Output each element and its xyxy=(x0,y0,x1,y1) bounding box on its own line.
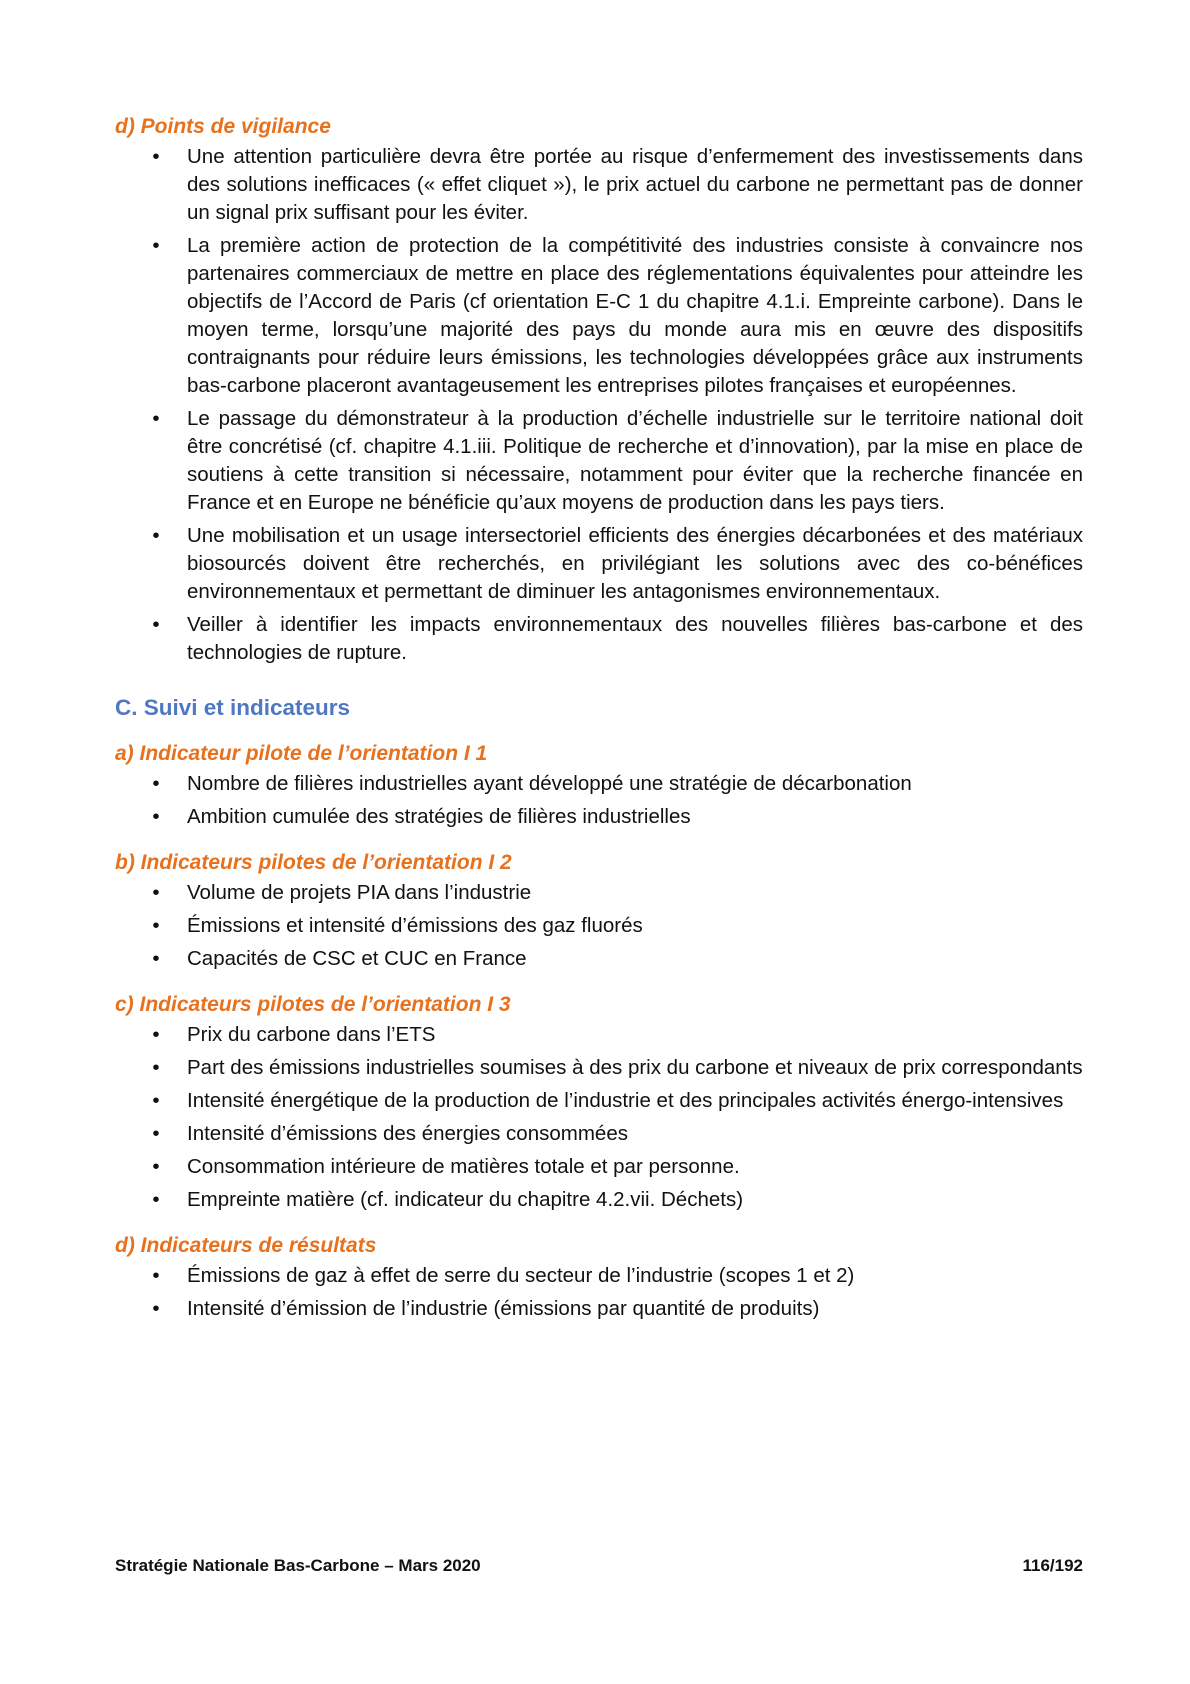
list-item-text: Une mobilisation et un usage intersectoriel efficients des énergies décarbonées et des matériaux biosourcés doivent être recherchés, en privilégiant les solutions avec des co-bénéfices environnementaux et permettant de diminuer les antagonismes environnementaux. xyxy=(187,524,1083,603)
list-item xyxy=(115,879,1083,907)
list-item-text: Intensité d’émission de l’industrie (émissions par quantité de produits) xyxy=(187,1297,820,1320)
document-page xyxy=(115,113,1083,1328)
bullet-icon: • xyxy=(152,1297,160,1320)
bullet-list xyxy=(115,143,1083,667)
list-item-text: Le passage du démonstrateur à la production d’échelle industrielle sur le territoire national doit être concrétisé (cf. chapitre 4.1.iii. Politique de recherche et d’innovation), par la mise en place de soutiens à cette transition si nécessaire, notamment pour éviter que la recherche financée en France et en Europe ne bénéficie qu’aux moyens de production dans les pays tiers. xyxy=(187,407,1083,514)
bullet-icon: • xyxy=(152,145,160,168)
bullet-icon: • xyxy=(152,1264,160,1287)
list-item xyxy=(115,1262,1083,1290)
subsection-heading: d) Points de vigilance xyxy=(115,115,331,138)
bullet-list xyxy=(115,770,1083,831)
list-item xyxy=(115,1021,1083,1049)
list-item-text: Intensité énergétique de la production de l’industrie et des principales activités énergo-intensives xyxy=(187,1089,1064,1112)
list-item-text: Capacités de CSC et CUC en France xyxy=(187,947,527,970)
list-item xyxy=(115,1186,1083,1214)
bullet-icon: • xyxy=(152,613,160,636)
bullet-icon: • xyxy=(152,914,160,937)
subsection-heading: d) Indicateurs de résultats xyxy=(115,1234,377,1257)
list-item xyxy=(115,1087,1083,1115)
page-footer xyxy=(115,1554,1083,1578)
list-item-text: Volume de projets PIA dans l’industrie xyxy=(187,881,532,904)
bullet-icon: • xyxy=(152,947,160,970)
subsection-heading: c) Indicateurs pilotes de l’orientation I 3 xyxy=(115,993,511,1016)
list-item xyxy=(115,803,1083,831)
section-heading: C. Suivi et indicateurs xyxy=(115,695,351,720)
list-item xyxy=(115,232,1083,400)
subsection-heading: a) Indicateur pilote de l’orientation I 1 xyxy=(115,742,488,765)
bullet-icon: • xyxy=(152,1023,160,1046)
list-item xyxy=(115,405,1083,517)
bullet-icon: • xyxy=(152,1155,160,1178)
bullet-icon: • xyxy=(152,805,160,828)
list-item xyxy=(115,770,1083,798)
bullet-list xyxy=(115,879,1083,973)
bullet-icon: • xyxy=(152,1188,160,1211)
bullet-list xyxy=(115,1262,1083,1323)
list-item-text: Émissions et intensité d’émissions des gaz fluorés xyxy=(187,914,643,937)
list-item-text: Émissions de gaz à effet de serre du secteur de l’industrie (scopes 1 et 2) xyxy=(187,1264,855,1287)
list-item-text: Part des émissions industrielles soumises à des prix du carbone et niveaux de prix correspondants xyxy=(187,1056,1083,1079)
list-item xyxy=(115,611,1083,667)
list-item xyxy=(115,945,1083,973)
indicators-section xyxy=(115,740,1083,1323)
bullet-icon: • xyxy=(152,234,160,257)
bullet-list xyxy=(115,1021,1083,1214)
bullet-icon: • xyxy=(152,1089,160,1112)
subsection xyxy=(115,1232,1083,1323)
subsection-heading: b) Indicateurs pilotes de l’orientation I 2 xyxy=(115,851,512,874)
list-item xyxy=(115,1153,1083,1181)
page-number: 116/192 xyxy=(1022,1556,1083,1575)
bullet-icon: • xyxy=(152,1122,160,1145)
bullet-icon: • xyxy=(152,1056,160,1079)
list-item xyxy=(115,522,1083,606)
subsection xyxy=(115,991,1083,1214)
subsection xyxy=(115,113,1083,667)
list-item-text: Veiller à identifier les impacts environnementaux des nouvelles filières bas-carbone et des technologies de rupture. xyxy=(187,613,1083,664)
list-item-text: Prix du carbone dans l’ETS xyxy=(187,1023,436,1046)
list-item-text: Intensité d’émissions des énergies consommées xyxy=(187,1122,628,1145)
list-item-text: Une attention particulière devra être portée au risque d’enfermement des investissements dans des solutions inefficaces (« effet cliquet »), le prix actuel du carbone ne permettant pas de donner un signal prix suffisant pour les éviter. xyxy=(187,145,1083,224)
list-item-text: Ambition cumulée des stratégies de filières industrielles xyxy=(187,805,691,828)
list-item-text: Consommation intérieure de matières totale et par personne. xyxy=(187,1155,740,1178)
list-item xyxy=(115,143,1083,227)
list-item xyxy=(115,1120,1083,1148)
vigilance-section xyxy=(115,113,1083,667)
list-item xyxy=(115,1054,1083,1082)
bullet-icon: • xyxy=(152,407,160,430)
list-item-text: Nombre de filières industrielles ayant développé une stratégie de décarbonation xyxy=(187,772,912,795)
bullet-icon: • xyxy=(152,772,160,795)
list-item xyxy=(115,912,1083,940)
list-item-text: Empreinte matière (cf. indicateur du chapitre 4.2.vii. Déchets) xyxy=(187,1188,744,1211)
list-item xyxy=(115,1295,1083,1323)
footer-title: Stratégie Nationale Bas-Carbone – Mars 2020 xyxy=(115,1556,481,1575)
list-item-text: La première action de protection de la compétitivité des industries consiste à convaincre nos partenaires commerciaux de mettre en place des réglementations équivalentes pour atteindre les objectifs de l’Accord de Paris (cf orientation E-C 1 du chapitre 4.1.i. Empreinte carbone). Dans le moyen terme, lorsqu’une majorité des pays du monde aura mis en œuvre des dispositifs contraignants pour réduire leurs émissions, les technologies développées grâce aux instruments bas-carbone placeront avantageusement les entreprises pilotes françaises et européennes. xyxy=(187,234,1083,397)
bullet-icon: • xyxy=(152,524,160,547)
subsection xyxy=(115,849,1083,973)
subsection xyxy=(115,740,1083,831)
bullet-icon: • xyxy=(152,881,160,904)
